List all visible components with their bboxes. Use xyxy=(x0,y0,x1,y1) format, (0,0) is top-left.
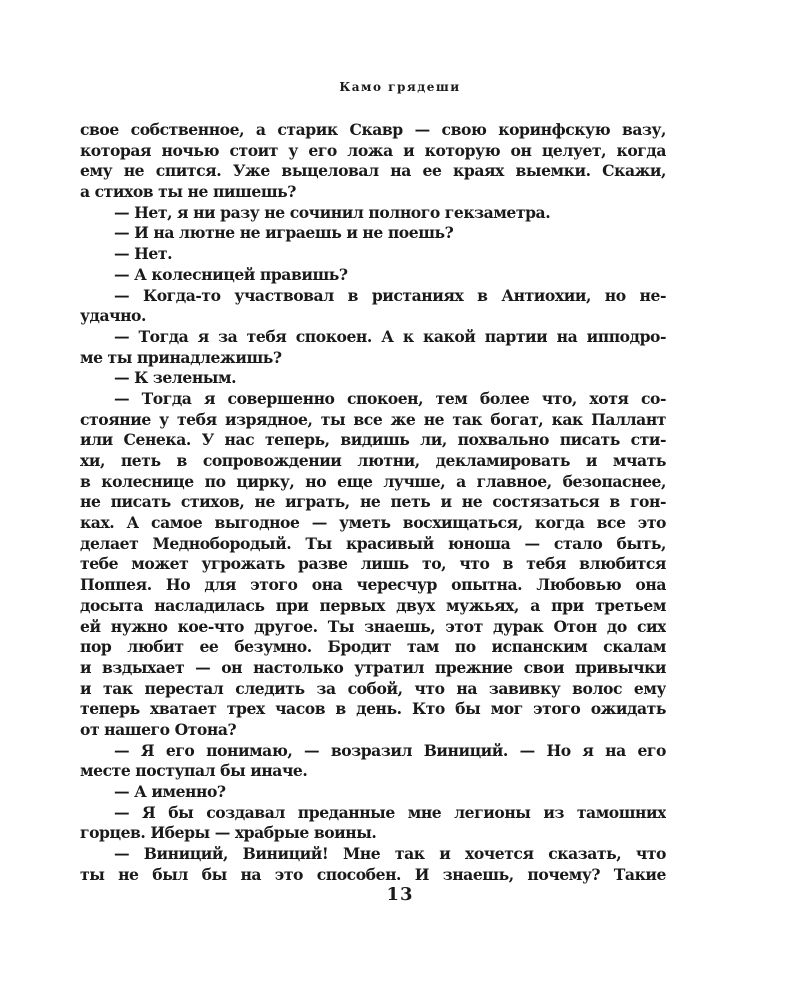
text-line: горцев. Иберы — храбрые воины. xyxy=(80,823,377,843)
text-line: месте поступал бы иначе. xyxy=(80,761,308,781)
text-line: пор любит ее безумно. Бродит там по испанским скалам xyxy=(80,637,666,657)
text-line: и вздыхает — он настолько утратил прежние свои привычки xyxy=(80,657,666,677)
text-line: — А именно? xyxy=(114,782,226,801)
text-line: теперь хватает трех часов в день. Кто бы мог этого ожидать xyxy=(80,699,666,719)
text-line: и так перестал следить за собой, что на завивку волос ему xyxy=(80,678,666,698)
text-line: делает Меднобородый. Ты красивый юноша — стало быть, xyxy=(80,533,666,553)
text-line: — Виниций, Виниций! Мне так и хочется сказать, что xyxy=(114,844,666,864)
text-line: — Нет. xyxy=(114,244,173,264)
text-line: — Я бы создавал преданные мне легионы из тамошних xyxy=(114,802,666,822)
text-line: которая ночью стоит у его ложа и которую он целует, когда xyxy=(80,140,666,160)
text-line: стояние у тебя изрядное, ты все же не так богат, как Паллант xyxy=(80,409,666,429)
text-line: удачно. xyxy=(80,306,146,326)
text-line: от нашего Отона? xyxy=(80,719,237,739)
text-line: хи, петь в сопровождении лютни, декламировать и мчать xyxy=(80,451,666,470)
text-line: — Тогда я за тебя спокоен. А к какой партии на ипподро- xyxy=(114,326,666,346)
body-text xyxy=(80,120,666,885)
text-line: не писать стихов, не играть, не петь и не состязаться в гон- xyxy=(80,492,666,512)
text-line: — А колесницей правишь? xyxy=(114,264,348,284)
text-line: Поппея. Но для этого она чересчур опытна. Любовью она xyxy=(80,575,666,595)
text-line: или Сенека. У нас теперь, видишь ли, похвально писать сти- xyxy=(80,430,666,450)
text-line: в колеснице по цирку, но еще лучше, а главное, безопаснее, xyxy=(80,471,666,491)
text-line: — Тогда я совершенно спокоен, тем более что, хотя со- xyxy=(114,388,666,408)
text-line: — Когда-то участвовал в ристаниях в Антиохии, но не- xyxy=(114,285,666,305)
text-line: ей нужно кое-что другое. Ты знаешь, этот дурак Отон до сих xyxy=(80,616,666,636)
text-line: — Нет, я ни разу не сочинил полного гекзаметра. xyxy=(114,202,551,222)
text-line: — К зеленым. xyxy=(114,368,237,388)
running-head: Камо грядеши xyxy=(339,80,461,94)
text-line: тебе может угрожать разве лишь то, что в тебя влюбится xyxy=(80,554,666,574)
text-line: а стихов ты не пишешь? xyxy=(80,182,296,202)
text-line: досыта насладилась при первых двух мужьях, а при третьем xyxy=(80,595,666,615)
page-number: 13 xyxy=(386,884,414,905)
text-line: ках. А самое выгодное — уметь восхищаться, когда все это xyxy=(80,513,666,533)
text-line: ему не спится. Уже выцеловал на ее краях выемки. Скажи, xyxy=(80,161,666,181)
text-line: — И на лютне не играешь и не поешь? xyxy=(114,223,454,243)
text-line: ме ты принадлежишь? xyxy=(80,347,282,367)
text-line: свое собственное, а старик Скавр — свою коринфскую вазу, xyxy=(80,120,666,139)
text-line: ты не был бы на это способен. И знаешь, почему? Такие xyxy=(80,864,666,884)
text-line: — Я его понимаю, — возразил Виниций. — Но я на его xyxy=(114,740,666,760)
